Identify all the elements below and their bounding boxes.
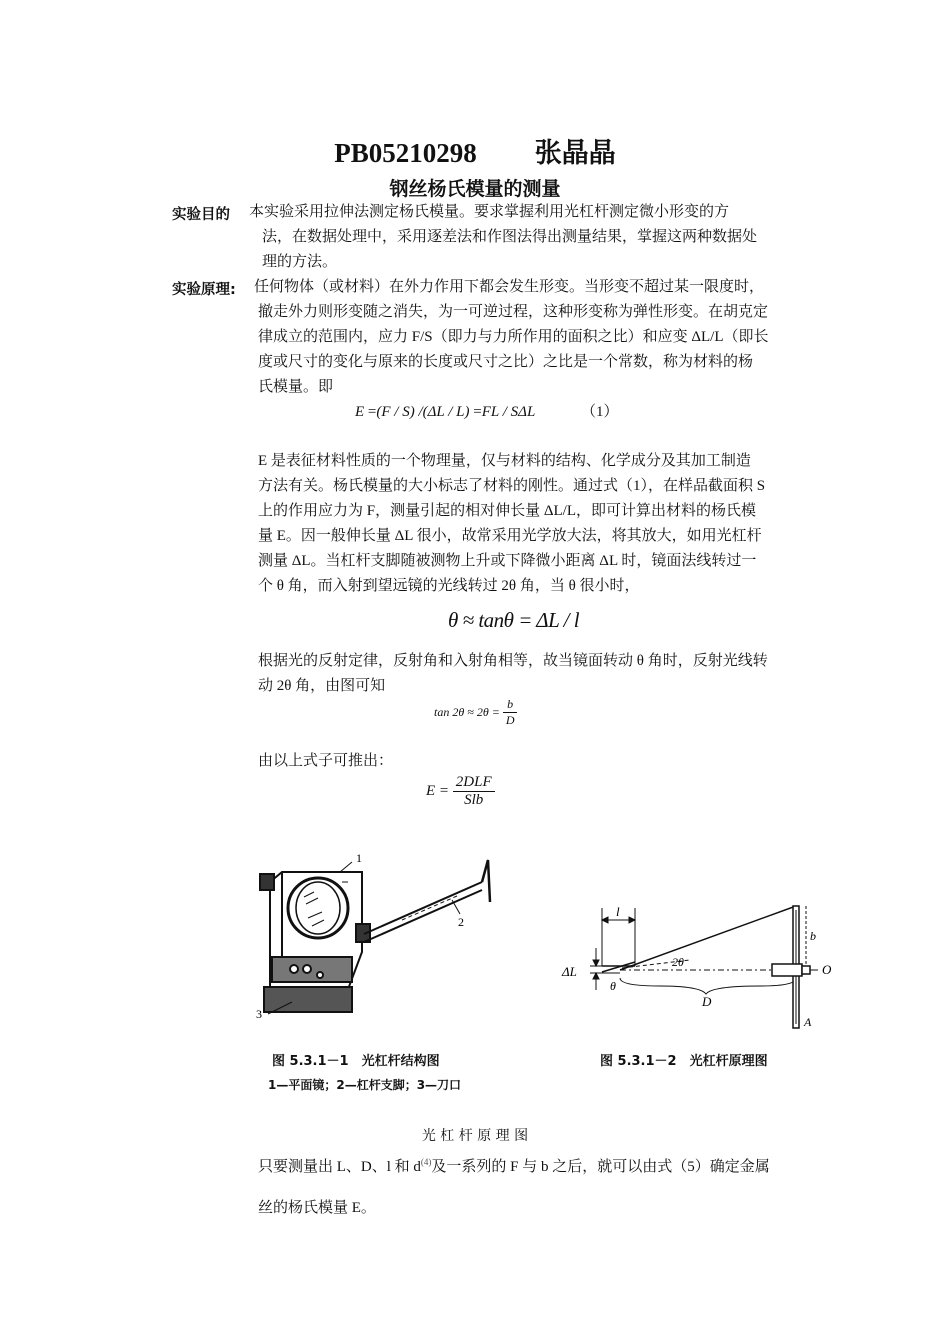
fig2-label-b: b (810, 929, 816, 943)
para2-line-2: 方法有关。杨氏模量的大小标志了材料的刚性。通过式（1），在样品截面积 S (258, 478, 766, 494)
fig2-label-O: O (822, 962, 832, 977)
document-title: 钢丝杨氏模量的测量 (389, 178, 561, 200)
fig2-label-dl: ΔL (562, 964, 577, 979)
principle-label: 实验原理: (172, 282, 236, 298)
para4-text: 由以上式子可推出： (258, 753, 394, 769)
purpose-label: 实验目的 (172, 207, 230, 223)
student-name: 张晶晶 (534, 138, 616, 169)
para2-line-5: 测量 ΔL。当杠杆支脚随被测物上升或下降微小距离 ΔL 时，镜面法线转过一 (258, 553, 757, 569)
fig2-label-A: A (804, 1015, 812, 1029)
student-id: PB05210298 (334, 138, 477, 168)
figure-2-lever-principle (560, 900, 845, 1035)
principle-line-5: 氏模量。即 (258, 379, 334, 395)
figure-main-caption: 光 杠 杆 原 理 图 (421, 1128, 529, 1144)
para3-line-2: 动 2θ 角，由图可知 (258, 678, 386, 694)
fig2-label-theta: θ (610, 979, 616, 993)
principle-line-3: 律成立的范围内，应力 F/S（即力与力所作用的面积之比）和应变 ΔL/L（即长 (258, 329, 769, 345)
conclusion-line-1: 只要测量出 L、D、l 和 $d^{(4)}$及一系列的 F 与 b 之后，就可以由式（5）确定金属 (258, 1157, 770, 1175)
figure-1-caption: 图 5.3.1－1 光杠杆结构图 (272, 1054, 440, 1069)
fig1-label-1: 1 (356, 851, 362, 865)
fig1-label-3: 3 (256, 1007, 262, 1021)
equation-4: E = $\frac{\text{2DLF}}{\text{Slb}}$ (426, 774, 495, 809)
para2-line-6: 个 θ 角，而入射到望远镜的光线转过 2θ 角，当 θ 很小时， (258, 578, 640, 594)
conclusion-line-2: 丝的杨氏模量 E。 (258, 1200, 376, 1216)
citation-mark: (4) (420, 1157, 432, 1167)
principle-line-2: 撤走外力则形变随之消失，为一可逆过程，这种形变称为弹性形变。在胡克定 (258, 304, 769, 320)
para2-line-4: 量 E。因一般伸长量 ΔL 很小，故常采用光学放大法，将其放大，如用光杠杆 (258, 528, 762, 544)
purpose-line-1: 本实验采用拉伸法测定杨氏模量。要求掌握利用光杠杆测定微小形变的方 (249, 204, 730, 220)
equation-3: tan 2θ ≈ 2θ = $\frac{b}{D}$ (434, 697, 517, 728)
fig2-label-2theta: 2θ (672, 955, 684, 969)
principle-line-4: 度或尺寸的变化与原来的长度或尺寸之比）之比是一个常数，称为材料的杨 (258, 354, 754, 370)
fig1-label-2: 2 (458, 915, 464, 929)
figure-2-caption: 图 5.3.1－2 光杠杆原理图 (600, 1054, 768, 1069)
para2-line-3: 上的作用应力为 F，测量引起的相对伸长量 ΔL/L，即可计算出材料的杨氏模 (258, 503, 756, 519)
para3-line-1: 根据光的反射定律，反射角和入射角相等，故当镜面转动 θ 角时，反射光线转 (258, 653, 768, 669)
equation-1-number: （1） (581, 404, 619, 420)
principle-line-1: 任何物体（或材料）在外力作用下都会发生形变。当形变不超过某一限度时， (254, 279, 765, 295)
equation-2: θ ≈ tanθ = ΔL / l (448, 608, 580, 632)
purpose-line-2: 法，在数据处理中，采用逐差法和作图法得出测量结果，掌握这两种数据处 (262, 229, 758, 245)
para2-line-1: E 是表征材料性质的一个物理量，仅与材料的结构、化学成分及其加工制造 (258, 453, 751, 469)
fig2-label-D: D (702, 994, 712, 1009)
figure-1-legend: 1—平面镜；2—杠杆支脚；3—刀口 (268, 1078, 462, 1092)
figure-1-lever-structure (252, 842, 502, 1022)
purpose-line-3: 理的方法。 (262, 254, 338, 270)
header-title (0, 131, 950, 170)
fig2-label-l: l (616, 904, 620, 919)
equation-1: E =(F / S) /(ΔL / L) =FL / SΔL （1） (355, 404, 619, 420)
